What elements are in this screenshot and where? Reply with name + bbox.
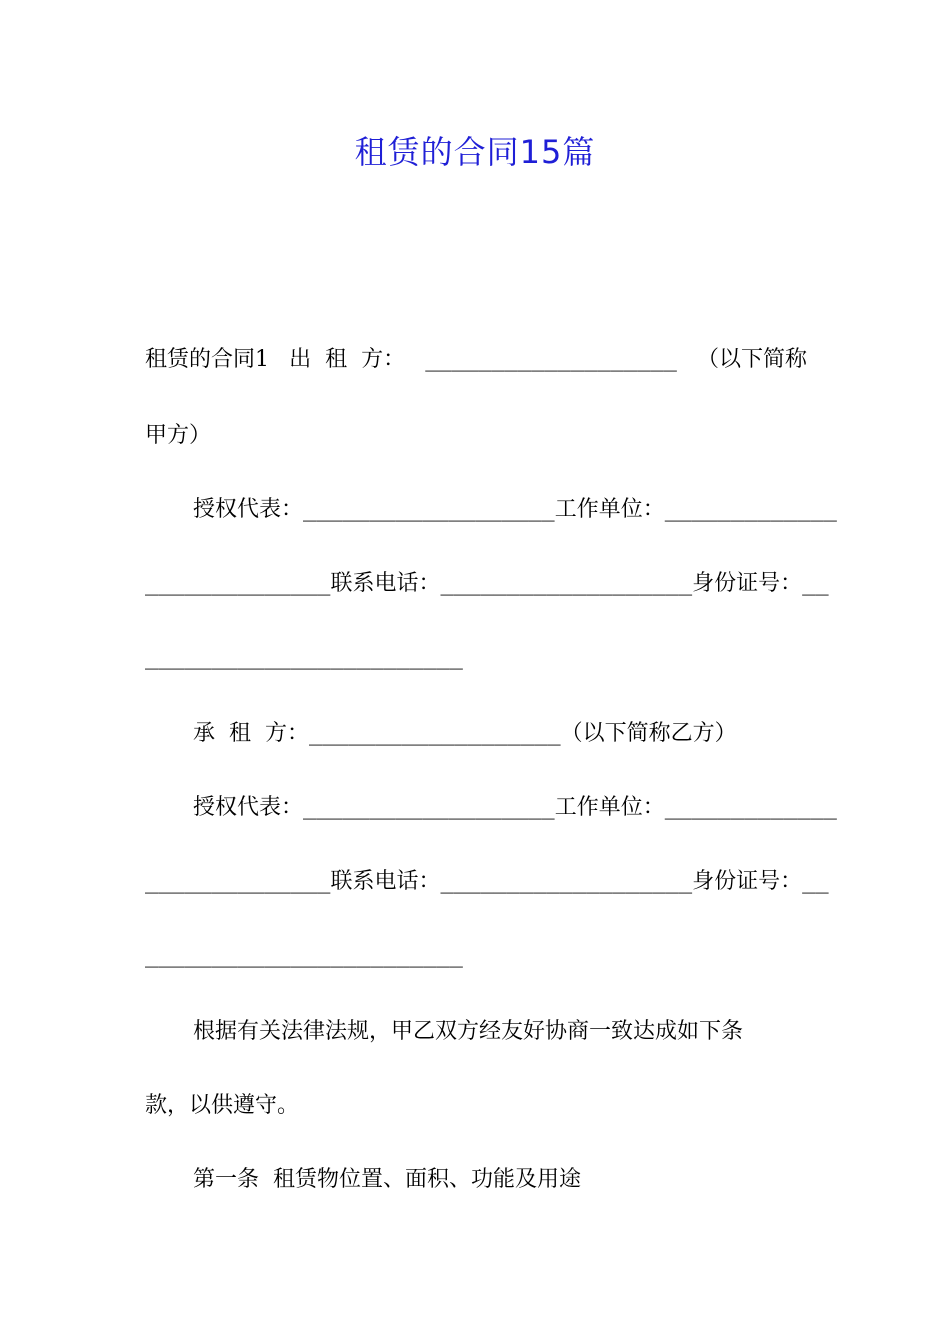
phone-blank: ___________________ — [440, 869, 693, 894]
unit-blank-continued: ______________ — [145, 869, 331, 894]
unit-label: 工作单位： — [554, 497, 665, 522]
rep-label: 授权代表： — [193, 795, 304, 820]
id-blank-continued: ________________________ — [145, 645, 463, 670]
unit-label: 工作单位： — [554, 795, 665, 820]
lessor-contact-line — [145, 568, 829, 600]
unit-blank: _____________ — [664, 497, 837, 522]
lessee-blank: ___________________ — [308, 721, 561, 746]
article-one-heading: 第一条 租赁物位置、面积、功能及用途 — [193, 1167, 581, 1192]
id-label: 身份证号： — [692, 869, 803, 894]
contract-label: 租赁的合同1 — [145, 347, 269, 372]
lessee-label: 承 租 方： — [193, 721, 309, 746]
phone-label: 联系电话： — [330, 869, 441, 894]
rep-label: 授权代表： — [193, 497, 304, 522]
unit-blank-continued: ______________ — [145, 571, 331, 596]
lessor-rep-line — [193, 494, 837, 526]
lessee-contact-line — [145, 866, 829, 898]
lessee-rep-line — [193, 792, 837, 824]
preamble-paragraph: 根据有关法律法规，甲乙双方经友好协商一致达成如下条 — [193, 1019, 744, 1044]
rep-blank: ___________________ — [303, 497, 555, 522]
id-blank: __ — [802, 571, 829, 596]
id-blank-continued: ________________________ — [145, 943, 463, 968]
lessor-line-continued: 甲方） — [145, 423, 212, 448]
preamble-paragraph-continued: 款，以供遵守。 — [145, 1093, 300, 1118]
lessor-label: 出 租 方： — [289, 347, 406, 372]
phone-label: 联系电话： — [330, 571, 441, 596]
phone-blank: ___________________ — [440, 571, 693, 596]
rep-blank: ___________________ — [303, 795, 555, 820]
lessee-line — [193, 718, 807, 750]
id-label: 身份证号： — [692, 571, 803, 596]
lessor-blank: ___________________ — [425, 347, 677, 372]
document-title: 租赁的合同15篇 — [354, 133, 596, 171]
lessor-line — [145, 344, 807, 376]
id-blank: __ — [802, 869, 829, 894]
unit-blank: _____________ — [664, 795, 837, 820]
lessor-suffix: （以下简称 — [696, 347, 807, 372]
lessee-suffix: （以下简称乙方） — [560, 721, 737, 746]
